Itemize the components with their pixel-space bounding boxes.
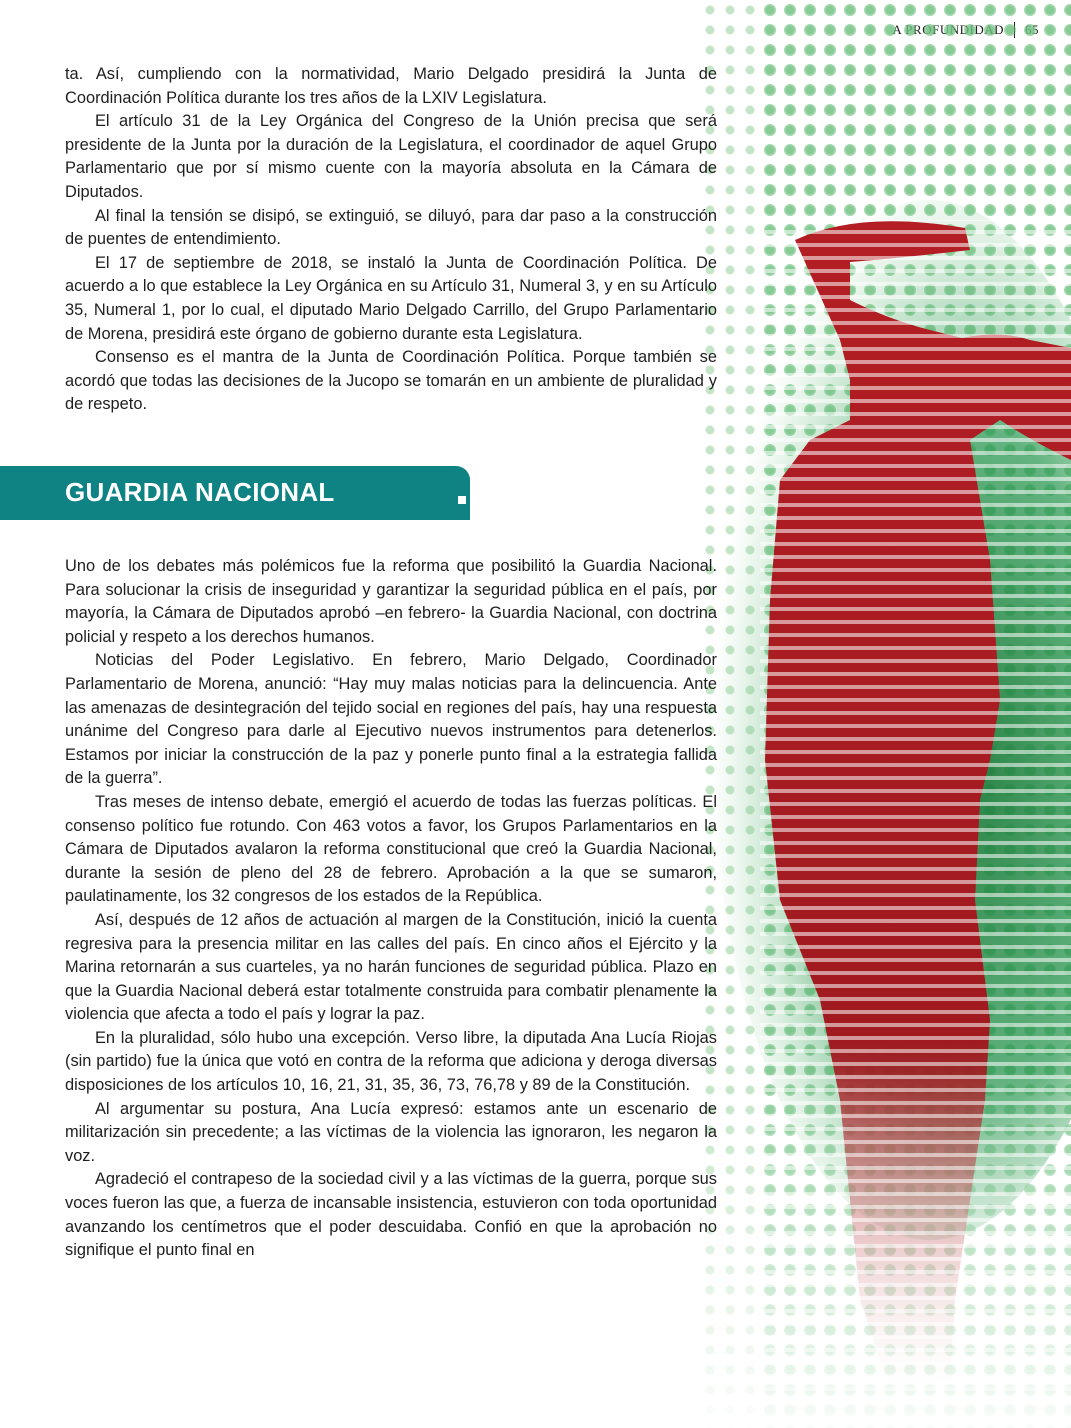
paragraph: Al final la tensión se disipó, se extinguió, se diluyó, para dar paso a la construcción de puentes de entendimiento. (65, 206, 717, 249)
paragraph: El artículo 31 de la Ley Orgánica del Congreso de la Unión precisa que será presidente de la Junta por la duración de la Legislatura, el coordinador de aquel Grupo Parlamentario que por sí mismo cuente con la mayoría absoluta en la Cámara de Diputados. (65, 112, 717, 201)
saluting-soldier-silhouette-icon (700, 0, 1071, 1428)
paragraph: Consenso es el mantra de la Junta de Coordinación Política. Porque también se acordó que todas las decisiones de la Jucopo se tomarán en un ambiente de pluralidad y de respeto. (65, 348, 717, 414)
paragraph: Agradeció el contrapeso de la sociedad civil y a las víctimas de la guerra, porque sus voces fueron las que, a fuerza de incansable insistencia, estuvieron con toda oportunidad avanzando los centímetros que el poder descuidaba. Confió en que la aprobación no signifique el punto final en (65, 1170, 717, 1260)
corner-accent (458, 496, 466, 504)
section-text-column (65, 555, 717, 1263)
paragraph: Así, después de 12 años de actuación al margen de la Constitución, inició la cuenta regresiva para la presencia militar en las calles del país. En cinco años el Ejército y la Marina retornarán a sus cuarteles, ya no harán funciones de seguridad pública. Plazo en que la Guardia Nacional deberá estar totalmente construida para combatir plenamente la violencia que afecta a todo el país y lograr la paz. (65, 910, 717, 1024)
paragraph: ta. Así, cumpliendo con la normatividad, Mario Delgado presidirá la Junta de Coordinación Política durante los tres años de la LXIV Legislatura. (65, 65, 717, 107)
section-title: GUARDIA NACIONAL (65, 477, 335, 507)
paragraph: Tras meses de intenso debate, emergió el acuerdo de todas las fuerzas políticas. El consenso político fue rotundo. Con 463 votos a favor, los Grupos Parlamentarios en la Cámara de Diputados avalaron la reforma constitucional que creó la Guardia Nacional, durante la sesión de pleno del 28 de febrero. Aprobación a la que se sumaron, paulatinamente, los 32 congresos de los estados de la República. (65, 792, 717, 906)
paragraph: Noticias del Poder Legislativo. En febrero, Mario Delgado, Coordinador Parlamentario de Morena, anunció: “Hay muy malas noticias para la delincuencia. Ante las amenazas de desintegración del tejido social en regiones del país, hay una respuesta unánime del Congreso para darle al Ejecutivo nuevos instrumentos para detenerlos. Estamos por iniciar la construcción de la paz y ponerle punto final a la estrategia fallida de la guerra”. (65, 651, 717, 788)
paragraph: En la pluralidad, sólo hubo una excepción. Verso libre, la diputada Ana Lucía Riojas (sin partido) fue la única que votó en contra de la reforma que adiciona y deroga diversas disposiciones de los artículos 10, 16, 21, 31, 35, 36, 73, 76,78 y 89 de la Constitución. (65, 1028, 717, 1095)
corner-accent (456, 510, 463, 517)
top-text-column (65, 63, 717, 417)
paragraph: El 17 de septiembre de 2018, se instaló la Junta de Coordinación Política. De acuerdo a lo que establece la Ley Orgánica en su Artículo 31, Numeral 3, y en su Artículo 35, Numeral 1, por lo cual, el diputado Mario Delgado Carrillo, del Grupo Parlamentario de Morena, presidirá este órgano de gobierno durante esta Legislatura. (65, 253, 717, 343)
paragraph: Al argumentar su postura, Ana Lucía expresó: estamos ante un escenario de militarización sin precedente; a las víctimas de la violencia las ignoraron, les negaron la voz. (65, 1099, 717, 1165)
paragraph: Uno de los debates más polémicos fue la reforma que posibilitó la Guardia Nacional. Para solucionar la crisis de inseguridad y garantizar la seguridad pública en el país, por mayoría, la Cámara de Diputados aprobó –en febrero- la Guardia Nacional, con doctrina policial y respeto a los derechos humanos. (65, 557, 717, 646)
